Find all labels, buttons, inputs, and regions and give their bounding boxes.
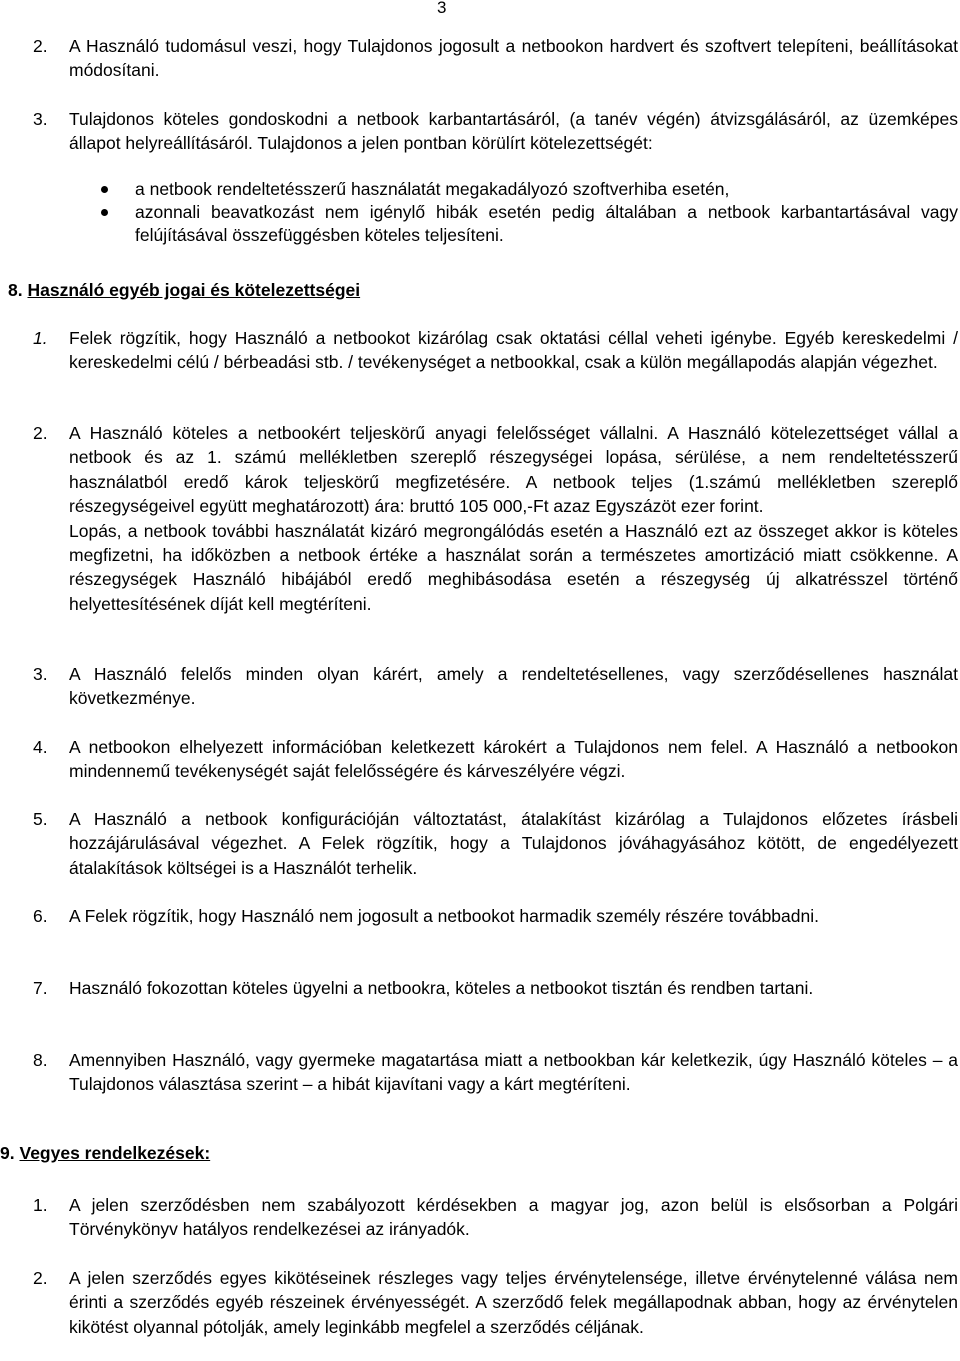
item-text: Lopás, a netbook további használatát kizáró megrongálódás esetén a Használó ezt az összeget akkor is köteles megfizetni, ha időközben a netbook értéke a használat során a természetes amortizáció miatt csökkenne. A részegységek Használó hibájából eredő meghibásodása esetén a részegység új alkatrésszel történő helyettesítésének díját kell megtéríteni. xyxy=(69,520,958,614)
item-text: Amennyiben Használó, vagy gyermeke magatartása miatt a netbookban kár keletkezik, úgy Használó köteles – a Tulajdonos választása szerint – a hibát kijavítani vagy a kárt megtéríteni. xyxy=(69,1050,958,1095)
item-number: 2. xyxy=(33,36,48,56)
item-text: Felek rögzítik, hogy Használó a netbookot kizárólag csak oktatási céllal veheti igénybe. Egyéb kereskedelmi / kereskedelmi célú / bérbeadási stb. / tevékenységet a netbookkal, csak a külön megállapodás alapján végezhet. xyxy=(69,328,958,373)
item-text: A jelen szerződés egyes kikötéseinek részleges vagy teljes érvénytelensége, illetve érvénytelenné válása nem érinti a szerződés egyéb részeinek érvényességét. A szerződő felek megállapodnak abban, hogy az érvénytelen kikötést olyannal pótolják, amely leginkább megfelel a szerződés céljának. xyxy=(69,1268,958,1337)
section9-item-2 xyxy=(33,1266,958,1339)
bullet-icon xyxy=(101,186,108,193)
bullet-list xyxy=(98,178,958,248)
item-number: 3. xyxy=(33,664,48,684)
section8-item-1 xyxy=(33,326,958,375)
item-text: A Használó felelős minden olyan kárért, amely a rendeltetésellenes, vagy szerződésellenes használat következménye. xyxy=(69,664,958,709)
item-number: 7. xyxy=(33,978,48,998)
section9-item-1 xyxy=(33,1193,958,1242)
intro-item-2 xyxy=(33,34,958,83)
section8-item-8 xyxy=(33,1048,958,1097)
section-heading-9 xyxy=(0,1143,210,1164)
bullet-icon xyxy=(101,209,108,216)
section8-item-4 xyxy=(33,735,958,784)
section8-item-3 xyxy=(33,662,958,711)
bullet-item xyxy=(98,201,958,247)
item-text: A Használó tudomásul veszi, hogy Tulajdonos jogosult a netbookon hardvert és szoftvert telepíteni, beállításokat módosítani. xyxy=(69,36,958,81)
item-text: A jelen szerződésben nem szabályozott kérdésekben a magyar jog, azon belül is elsősorban a Polgári Törvénykönyv hatályos rendelkezései az irányadók. xyxy=(69,1195,958,1240)
item-text: Tulajdonos köteles gondoskodni a netbook karbantartásáról, (a tanév végén) átvizsgálásáról, az üzemképes állapot helyreállításáról. Tulajdonos a jelen pontban körülírt kötelezettségét: xyxy=(69,109,958,154)
item-text: A Használó köteles a netbookért teljeskörű anyagi felelősséget vállalni. A Használó kötelezettséget vállal a netbook és az 1. számú mellékletben szereplő részegységei lopása, sérülése, a nem rendeltetésszerű használatból eredő károk teljeskörű megfizetésére. A netbook teljes (1.számú mellékletben szereplő részegységeivel együtt meghatározott) ára: bruttó 105 000,-Ft azaz Egyszázöt ezer forint. xyxy=(69,423,958,517)
page-number: 3 xyxy=(437,0,447,17)
intro-item-3 xyxy=(33,107,958,156)
item-number: 2. xyxy=(33,1268,48,1288)
section8-item-2 xyxy=(33,421,958,616)
section8-item-7 xyxy=(33,976,958,1000)
item-number: 4. xyxy=(33,737,48,757)
item-number: 5. xyxy=(33,809,48,829)
item-text: Használó fokozottan köteles ügyelni a netbookra, köteles a netbookot tisztán és rendben tartani. xyxy=(69,978,814,998)
section-heading-8 xyxy=(8,280,360,301)
section8-item-5 xyxy=(33,807,958,880)
item-number: 6. xyxy=(33,906,48,926)
item-number: 8. xyxy=(33,1050,48,1070)
item-text: A netbookon elhelyezett információban keletkezett károkért a Tulajdonos nem felel. A Használó a netbookon mindennemű tevékenységét saját felelősségére és kárveszélyére végzi. xyxy=(69,737,958,782)
section-title: Vegyes rendelkezések: xyxy=(19,1143,211,1163)
section-number: 9. xyxy=(0,1143,15,1163)
item-number: 2. xyxy=(33,423,48,443)
item-number: 1. xyxy=(33,1195,48,1215)
bullet-text: azonnali beavatkozást nem igénylő hibák esetén pedig általában a netbook karbantartásával vagy felújításával összefüggésben köteles teljesíteni. xyxy=(135,202,958,246)
section8-item-6 xyxy=(33,904,958,928)
bullet-text: a netbook rendeltetésszerű használatát megakadályozó szoftverhiba esetén, xyxy=(135,179,730,199)
section-number: 8. xyxy=(8,280,23,300)
item-number: 3. xyxy=(33,109,48,129)
item-number: 1. xyxy=(33,328,48,348)
item-text: A Felek rögzítik, hogy Használó nem jogosult a netbookot harmadik személy részére továbbadni. xyxy=(69,906,819,926)
bullet-item xyxy=(98,178,958,201)
section-title: Használó egyéb jogai és kötelezettségei xyxy=(27,280,361,300)
item-text: A Használó a netbook konfigurációján változtatást, átalakítást kizárólag a Tulajdonos előzetes írásbeli hozzájárulásával végezhet. A Felek rögzítik, hogy a Tulajdonos jóváhagyásához kötött, de engedélyezett átalakítások költségei is a Használót terhelik. xyxy=(69,809,958,878)
